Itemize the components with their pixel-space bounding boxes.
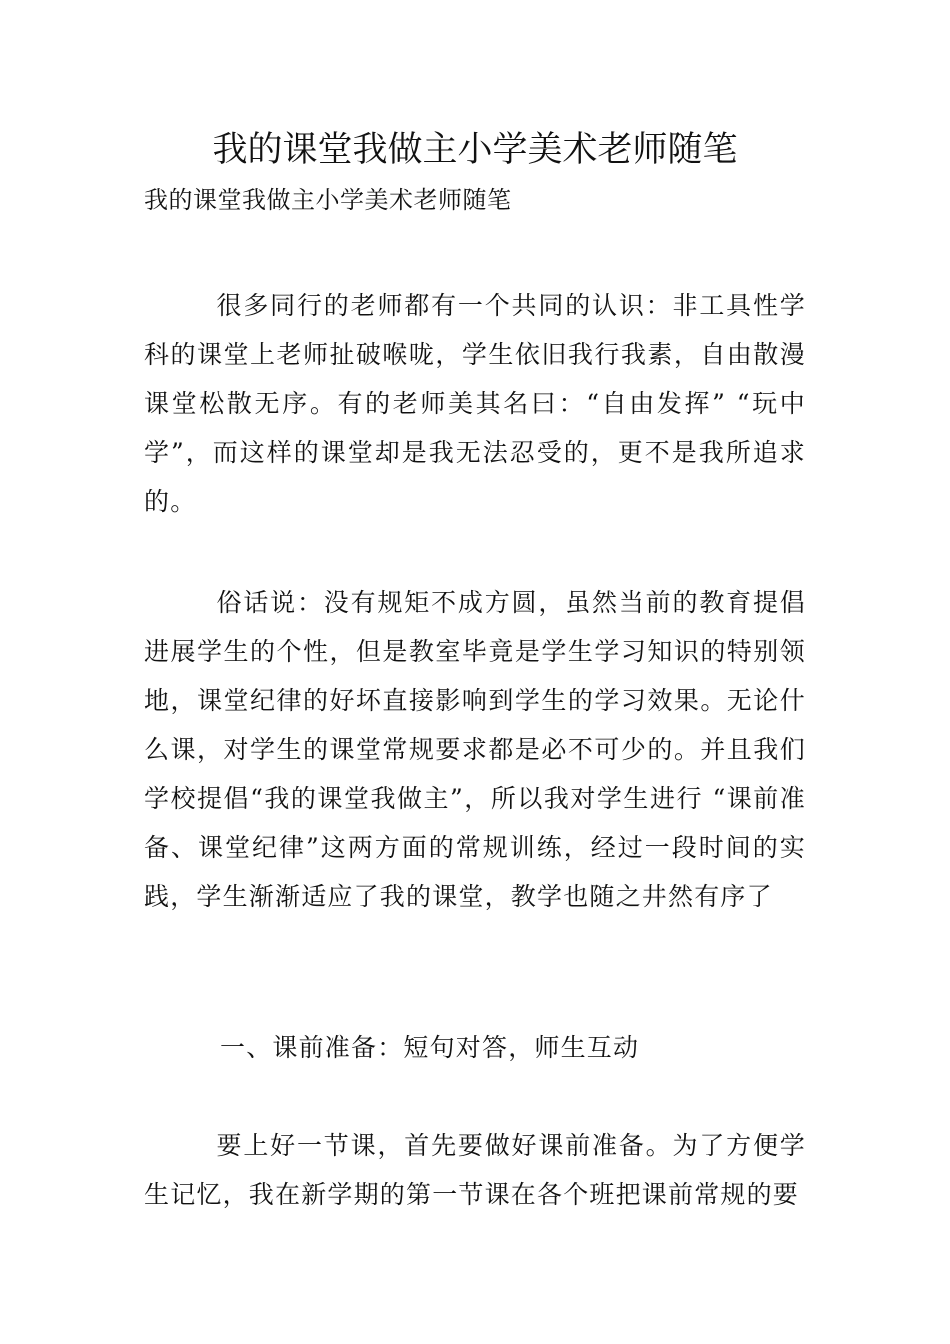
paragraph-rules: 俗话说：没有规矩不成方圆，虽然当前的教育提倡进展学生的个性，但是教室毕竟是学生学习知识的特别领地，课堂纪律的好坏直接影响到学生的学习效果。无论什么课，对学生的课堂常规要求都是必不可少的。并且我们学校提倡“我的课堂我做主”，所以我对学生进行 “课前准备、课堂纪律”这两方面的常规训练，经过一段时间的实践，学生渐渐适应了我的课堂，教学也随之井然有序了 xyxy=(144,588,806,911)
section-heading: 一、课前准备：短句对答，师生互动 xyxy=(220,1033,640,1062)
document-title: 我的课堂我做主小学美术老师随笔 xyxy=(212,130,738,170)
paragraph-preparation: 要上好一节课，首先要做好课前准备。为了方便学生记忆，我在新学期的第一节课在各个班把课前常规的要 xyxy=(144,1131,806,1209)
document-subtitle: 我的课堂我做主小学美术老师随笔 xyxy=(144,186,512,214)
paragraph-intro: 很多同行的老师都有一个共同的认识：非工具性学科的课堂上老师扯破喉咙，学生依旧我行我素，自由散漫课堂松散无序。有的老师美其名曰：“自由发挥” “玩中学”，而这样的课堂却是我无法忍受的，更不是我所追求的。 xyxy=(144,291,806,516)
